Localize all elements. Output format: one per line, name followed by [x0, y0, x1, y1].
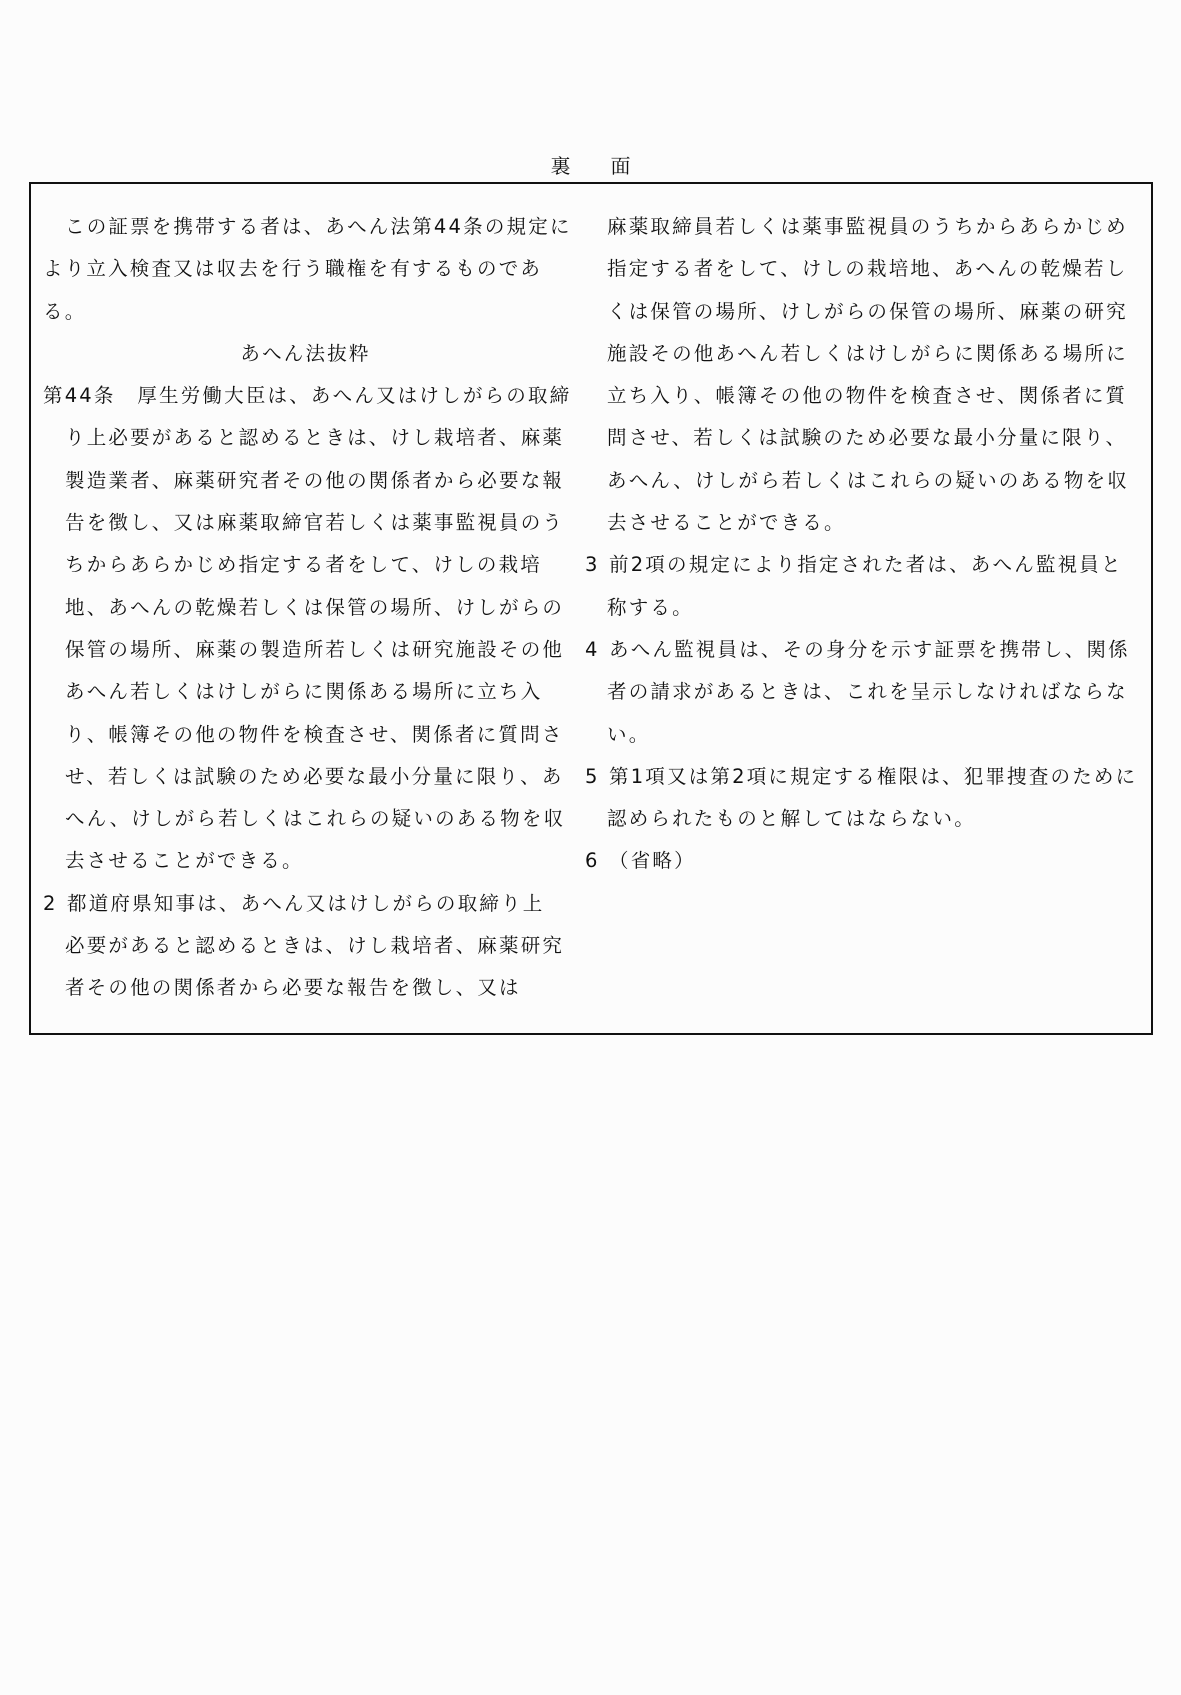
paragraph-5-line — [585, 756, 1138, 798]
certificate-back-box — [29, 182, 1153, 1035]
article-line: り、帳簿その他の物件を検査させ、関係者に質問さ — [65, 722, 564, 746]
right-column — [585, 206, 1138, 883]
paragraph-2-cont-line: 立ち入り、帳簿その他の物件を検査させ、関係者に質 — [607, 384, 1128, 408]
article-line: へん、けしがら若しくはこれらの疑いのある物を収 — [65, 807, 566, 831]
article-line: あへん若しくはけしがらに関係ある場所に立ち入 — [65, 680, 543, 704]
paragraph-4-line: 者の請求があるときは、これを呈示しなければならな — [607, 680, 1128, 704]
paragraph-2-line: 者その他の関係者から必要な報告を徴し、又は — [65, 976, 521, 1000]
paragraph-2-cont-line: あへん、けしがら若しくはこれらの疑いのある物を収 — [607, 468, 1129, 492]
header-title-ura: 裏 — [550, 154, 571, 178]
intro-line: この証票を携帯する者は、あへん法第44条の規定に — [65, 215, 572, 238]
paragraph-2-cont-line: 施設その他あへん若しくはけしがらに関係ある場所に — [607, 341, 1128, 365]
paragraph-2-cont-line: 去させることができる。 — [607, 511, 846, 535]
paragraph-5-line: 認められたものと解してはならない。 — [607, 807, 976, 831]
paragraph-number: 3 — [585, 553, 600, 577]
article-line: せ、若しくは試験のため必要な最小分量に限り、あ — [65, 764, 564, 788]
article-line: 地、あへんの乾燥若しくは保管の場所、けしがらの — [65, 595, 565, 619]
paragraph-4-line — [585, 629, 1130, 671]
paragraph-text: 都道府県知事は、あへん又はけしがらの取締り上 — [67, 891, 545, 915]
article-line: 告を徴し、又は麻薬取締官若しくは薬事監視員のう — [65, 511, 565, 535]
paragraph-2-line — [43, 883, 568, 925]
page-header — [0, 154, 1181, 178]
intro-line: る。 — [43, 299, 87, 323]
left-column — [43, 206, 572, 1010]
intro-line: より立入検査又は収去を行う職権を有するものであ — [43, 257, 543, 281]
header-title-men: 面 — [610, 154, 631, 178]
paragraph-text: （省略） — [609, 849, 696, 873]
paragraph-2-cont-line: 問させ、若しくは試験のため必要な最小分量に限り、 — [607, 426, 1128, 450]
paragraph-2-cont-line: 麻薬取締員若しくは薬事監視員のうちからあらかじめ — [607, 215, 1128, 238]
paragraph-2-line: 必要があると認めるときは、けし栽培者、麻薬研究 — [65, 934, 565, 958]
paragraph-2-cont-line: くは保管の場所、けしがらの保管の場所、麻薬の研究 — [607, 299, 1128, 323]
paragraph-4-line: い。 — [607, 722, 651, 746]
article-line: 製造業者、麻薬研究者その他の関係者から必要な報 — [65, 468, 565, 492]
paragraph-text: あへん監視員は、その身分を示す証票を携帯し、関係 — [609, 637, 1130, 661]
paragraph-number: 5 — [585, 764, 600, 788]
paragraph-number: 6 — [585, 849, 600, 873]
excerpt-heading: あへん法抜粋 — [240, 341, 371, 365]
paragraph-3-line — [585, 544, 1130, 586]
paragraph-2-cont-line: 指定する者をして、けしの栽培地、あへんの乾燥若し — [607, 257, 1128, 281]
paragraph-text: 前2項の規定により指定された者は、あへん監視員と — [609, 553, 1123, 577]
article-line: 第44条 厚生労働大臣は、あへん又はけしがらの取締 — [43, 384, 572, 408]
article-line: 保管の場所、麻薬の製造所若しくは研究施設その他 — [65, 637, 565, 661]
paragraph-number: 2 — [43, 891, 58, 915]
paragraph-number: 4 — [585, 637, 600, 661]
article-line: り上必要があると認めるときは、けし栽培者、麻薬 — [65, 426, 565, 450]
paragraph-6-line — [585, 840, 1130, 882]
paragraph-3-line: 称する。 — [607, 595, 694, 619]
paragraph-text: 第1項又は第2項に規定する権限は、犯罪捜査のために — [609, 764, 1138, 788]
article-line: ちからあらかじめ指定する者をして、けしの栽培 — [65, 553, 543, 577]
article-line: 去させることができる。 — [65, 849, 304, 873]
